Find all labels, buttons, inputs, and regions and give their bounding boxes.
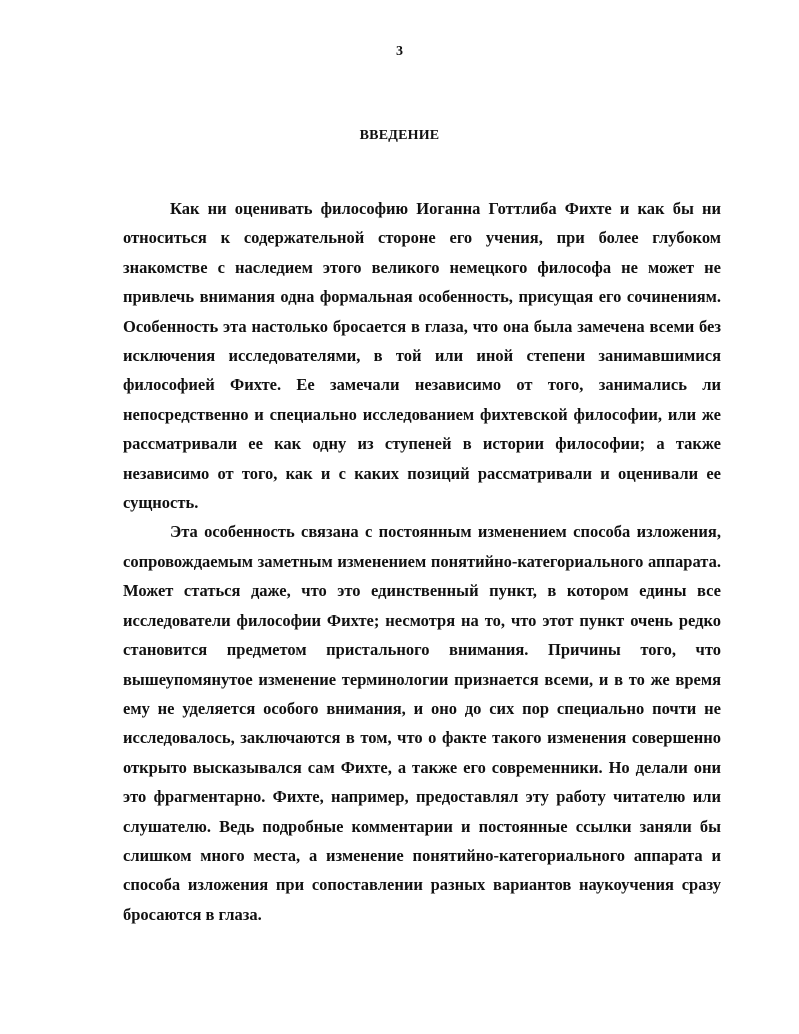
page-number: 3 bbox=[396, 44, 403, 59]
paragraph-2: Эта особенность связана с постоянным изменением способа изложения, сопровождаемым заметным изменением понятийно-категориального аппарата. Может статься даже, что это единственный пункт, в котором едины все исследователи философии Фихте; несмотря на то, что этот пункт очень редко становится предметом пристального внимания. Причины того, что вышеупомянутое изменение терминологии признается всеми, и в то же время ему не уделяется особого внимания, и оно до сих пор специально почти не исследовалось, заключаются в том, что о факте такого изменения совершенно открыто высказывался сам Фихте, а также его современники. Но делали они это фрагментарно. Фихте, например, предоставлял эту работу читателю или слушателю. Ведь подробные комментарии и постоянные ссылки заняли бы слишком много места, а изменение понятийно-категориального аппарата и способа изложения при сопоставлении разных вариантов наукоучения сразу бросаются в глаза. bbox=[123, 522, 721, 924]
body-text bbox=[123, 194, 721, 929]
paragraph-1: Как ни оценивать философию Иоганна Готтлиба Фихте и как бы ни относиться к содержательной стороне его учения, при более глубоком знакомстве с наследием этого великого немецкого философа не может не привлечь внимания одна формальная особенность, присущая его сочинениям. Особенность эта настолько бросается в глаза, что она была замечена всеми без исключения исследователями, в той или иной степени занимавшимися философией Фихте. Ее замечали независимо от того, занимались ли непосредственно и специально исследованием фихтевской философии, или же рассматривали ее как одну из ступеней в истории философии; а также независимо от того, как и с каких позиций рассматривали и оценивали ее сущность. bbox=[123, 199, 721, 513]
section-heading: ВВЕДЕНИЕ bbox=[359, 128, 440, 143]
